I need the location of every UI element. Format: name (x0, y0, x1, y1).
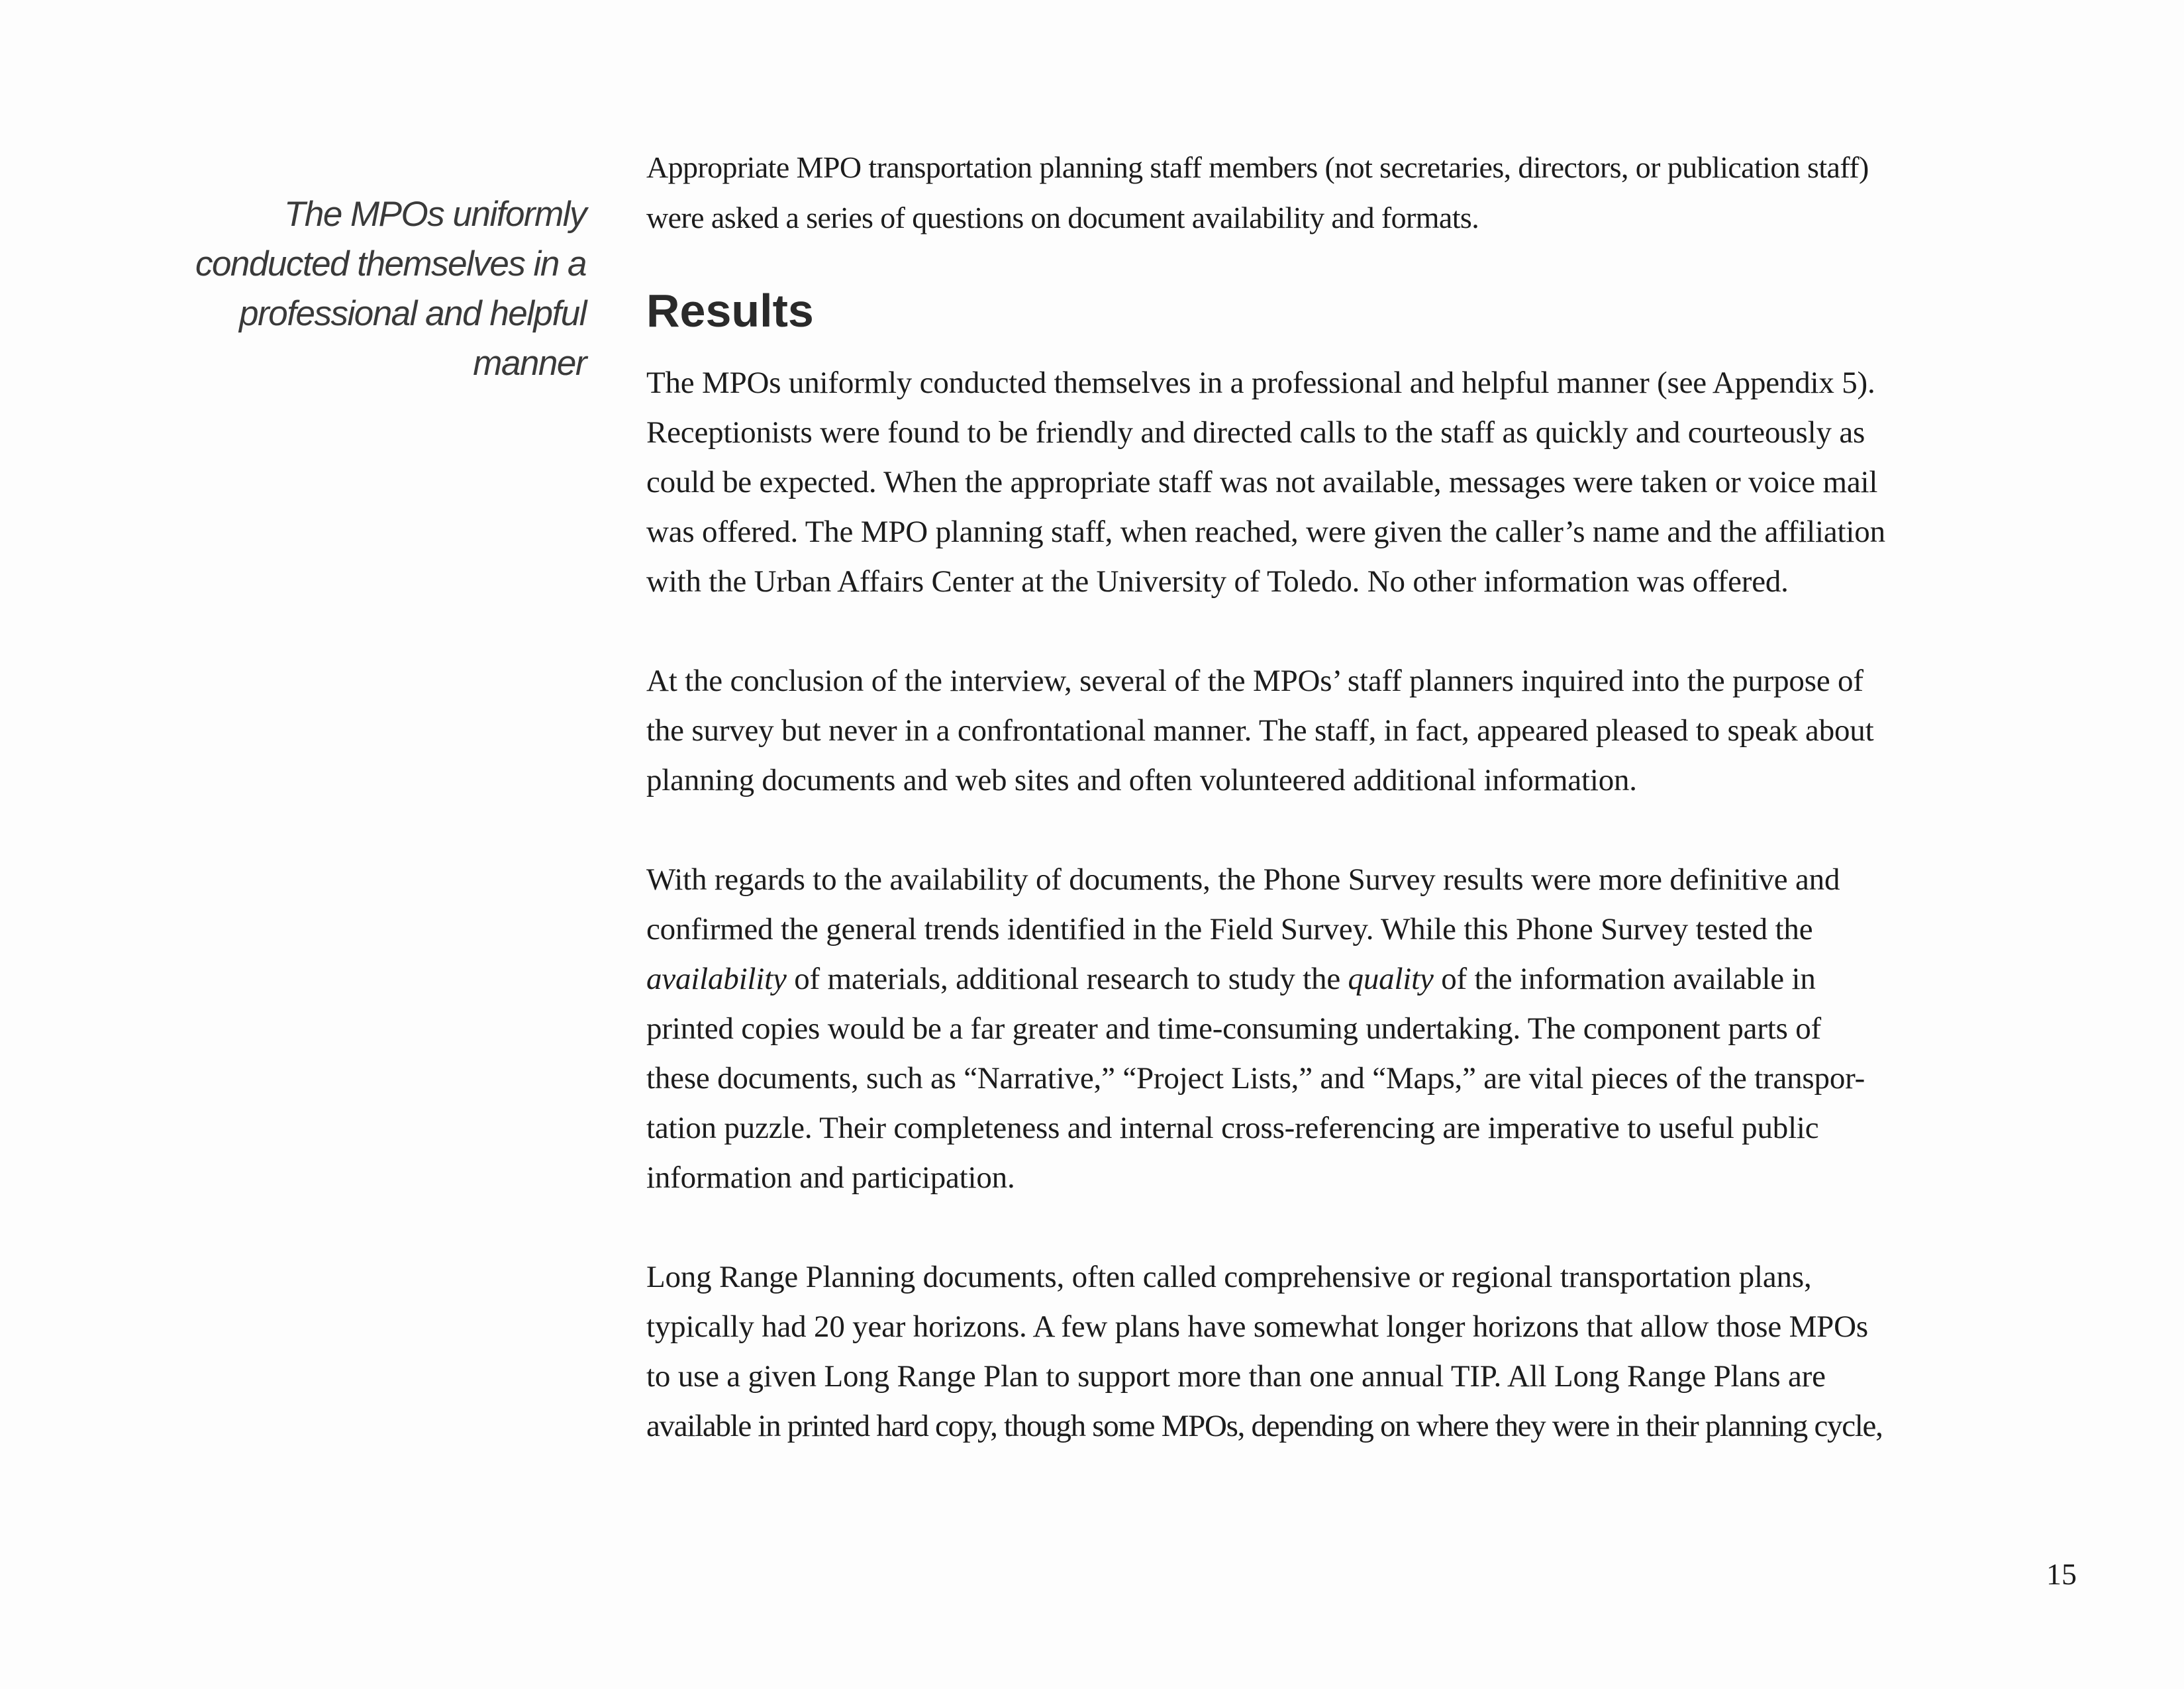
text-line: typically had 20 year horizons. A few plans have somewhat longer horizons that allow those MPOs (646, 1309, 1868, 1344)
pull-quote-line: professional and helpful (239, 294, 586, 333)
pull-quote-line: conducted themselves in a (195, 244, 586, 283)
text-line: tation puzzle. Their completeness and internal cross-referencing are imperative to useful public (646, 1111, 1819, 1145)
text-line: confirmed the general trends identified in the Field Survey. While this Phone Survey tested the (646, 912, 1813, 947)
text-line: The MPOs uniformly conducted themselves in a professional and helpful manner (see Appendix 5). (646, 366, 1875, 400)
intro-paragraph (646, 142, 1971, 243)
main-content (646, 142, 1971, 1451)
section-heading: Results (646, 285, 814, 336)
pull-quote (172, 189, 586, 388)
text-line: with the Urban Affairs Center at the University of Toledo. No other information was offered. (646, 564, 1789, 599)
text-fragment: of materials, additional research to study the (786, 962, 1348, 996)
results-paragraph-1 (646, 358, 1971, 607)
italic-term: availability (646, 962, 787, 996)
pull-quote-line: The MPOs uniformly (283, 195, 586, 234)
text-line: the survey but never in a confrontational manner. The staff, in fact, appeared pleased to speak about (646, 713, 1874, 748)
text-line: Long Range Planning documents, often called comprehensive or regional transportation plans, (646, 1260, 1812, 1294)
page-number: 15 (2046, 1557, 2077, 1591)
text-line: were asked a series of questions on document availability and formats. (646, 201, 1479, 234)
italic-term: quality (1348, 962, 1434, 996)
text-line: could be expected. When the appropriate staff was not available, messages were taken or voice mail (646, 465, 1878, 499)
text-line: printed copies would be a far greater and time-consuming undertaking. The component parts of (646, 1011, 1822, 1046)
text-line: Receptionists were found to be friendly and directed calls to the staff as quickly and courteously as (646, 415, 1865, 450)
results-paragraph-4 (646, 1253, 1971, 1451)
results-paragraph-3 (646, 855, 1971, 1203)
text-line (646, 954, 1971, 1004)
text-line: available in printed hard copy, though some MPOs, depending on where they were in their planning cycle, (646, 1409, 1883, 1443)
text-line: Appropriate MPO transportation planning staff members (not secretaries, directors, or publication staff) (646, 150, 1869, 184)
text-line: these documents, such as “Narrative,” “Project Lists,” and “Maps,” are vital pieces of the transpor- (646, 1061, 1865, 1096)
text-line: information and participation. (646, 1160, 1015, 1195)
results-paragraph-2 (646, 656, 1971, 805)
text-line: With regards to the availability of documents, the Phone Survey results were more definitive and (646, 862, 1840, 897)
pull-quote-line: manner (473, 344, 586, 383)
text-line: to use a given Long Range Plan to support more than one annual TIP. All Long Range Plans are (646, 1359, 1826, 1394)
text-line: was offered. The MPO planning staff, when reached, were given the caller’s name and the affiliation (646, 515, 1885, 549)
text-fragment: of the information available in (1433, 962, 1816, 996)
text-line: At the conclusion of the interview, several of the MPOs’ staff planners inquired into the purpose of (646, 664, 1863, 698)
text-line: planning documents and web sites and often volunteered additional information. (646, 763, 1637, 797)
